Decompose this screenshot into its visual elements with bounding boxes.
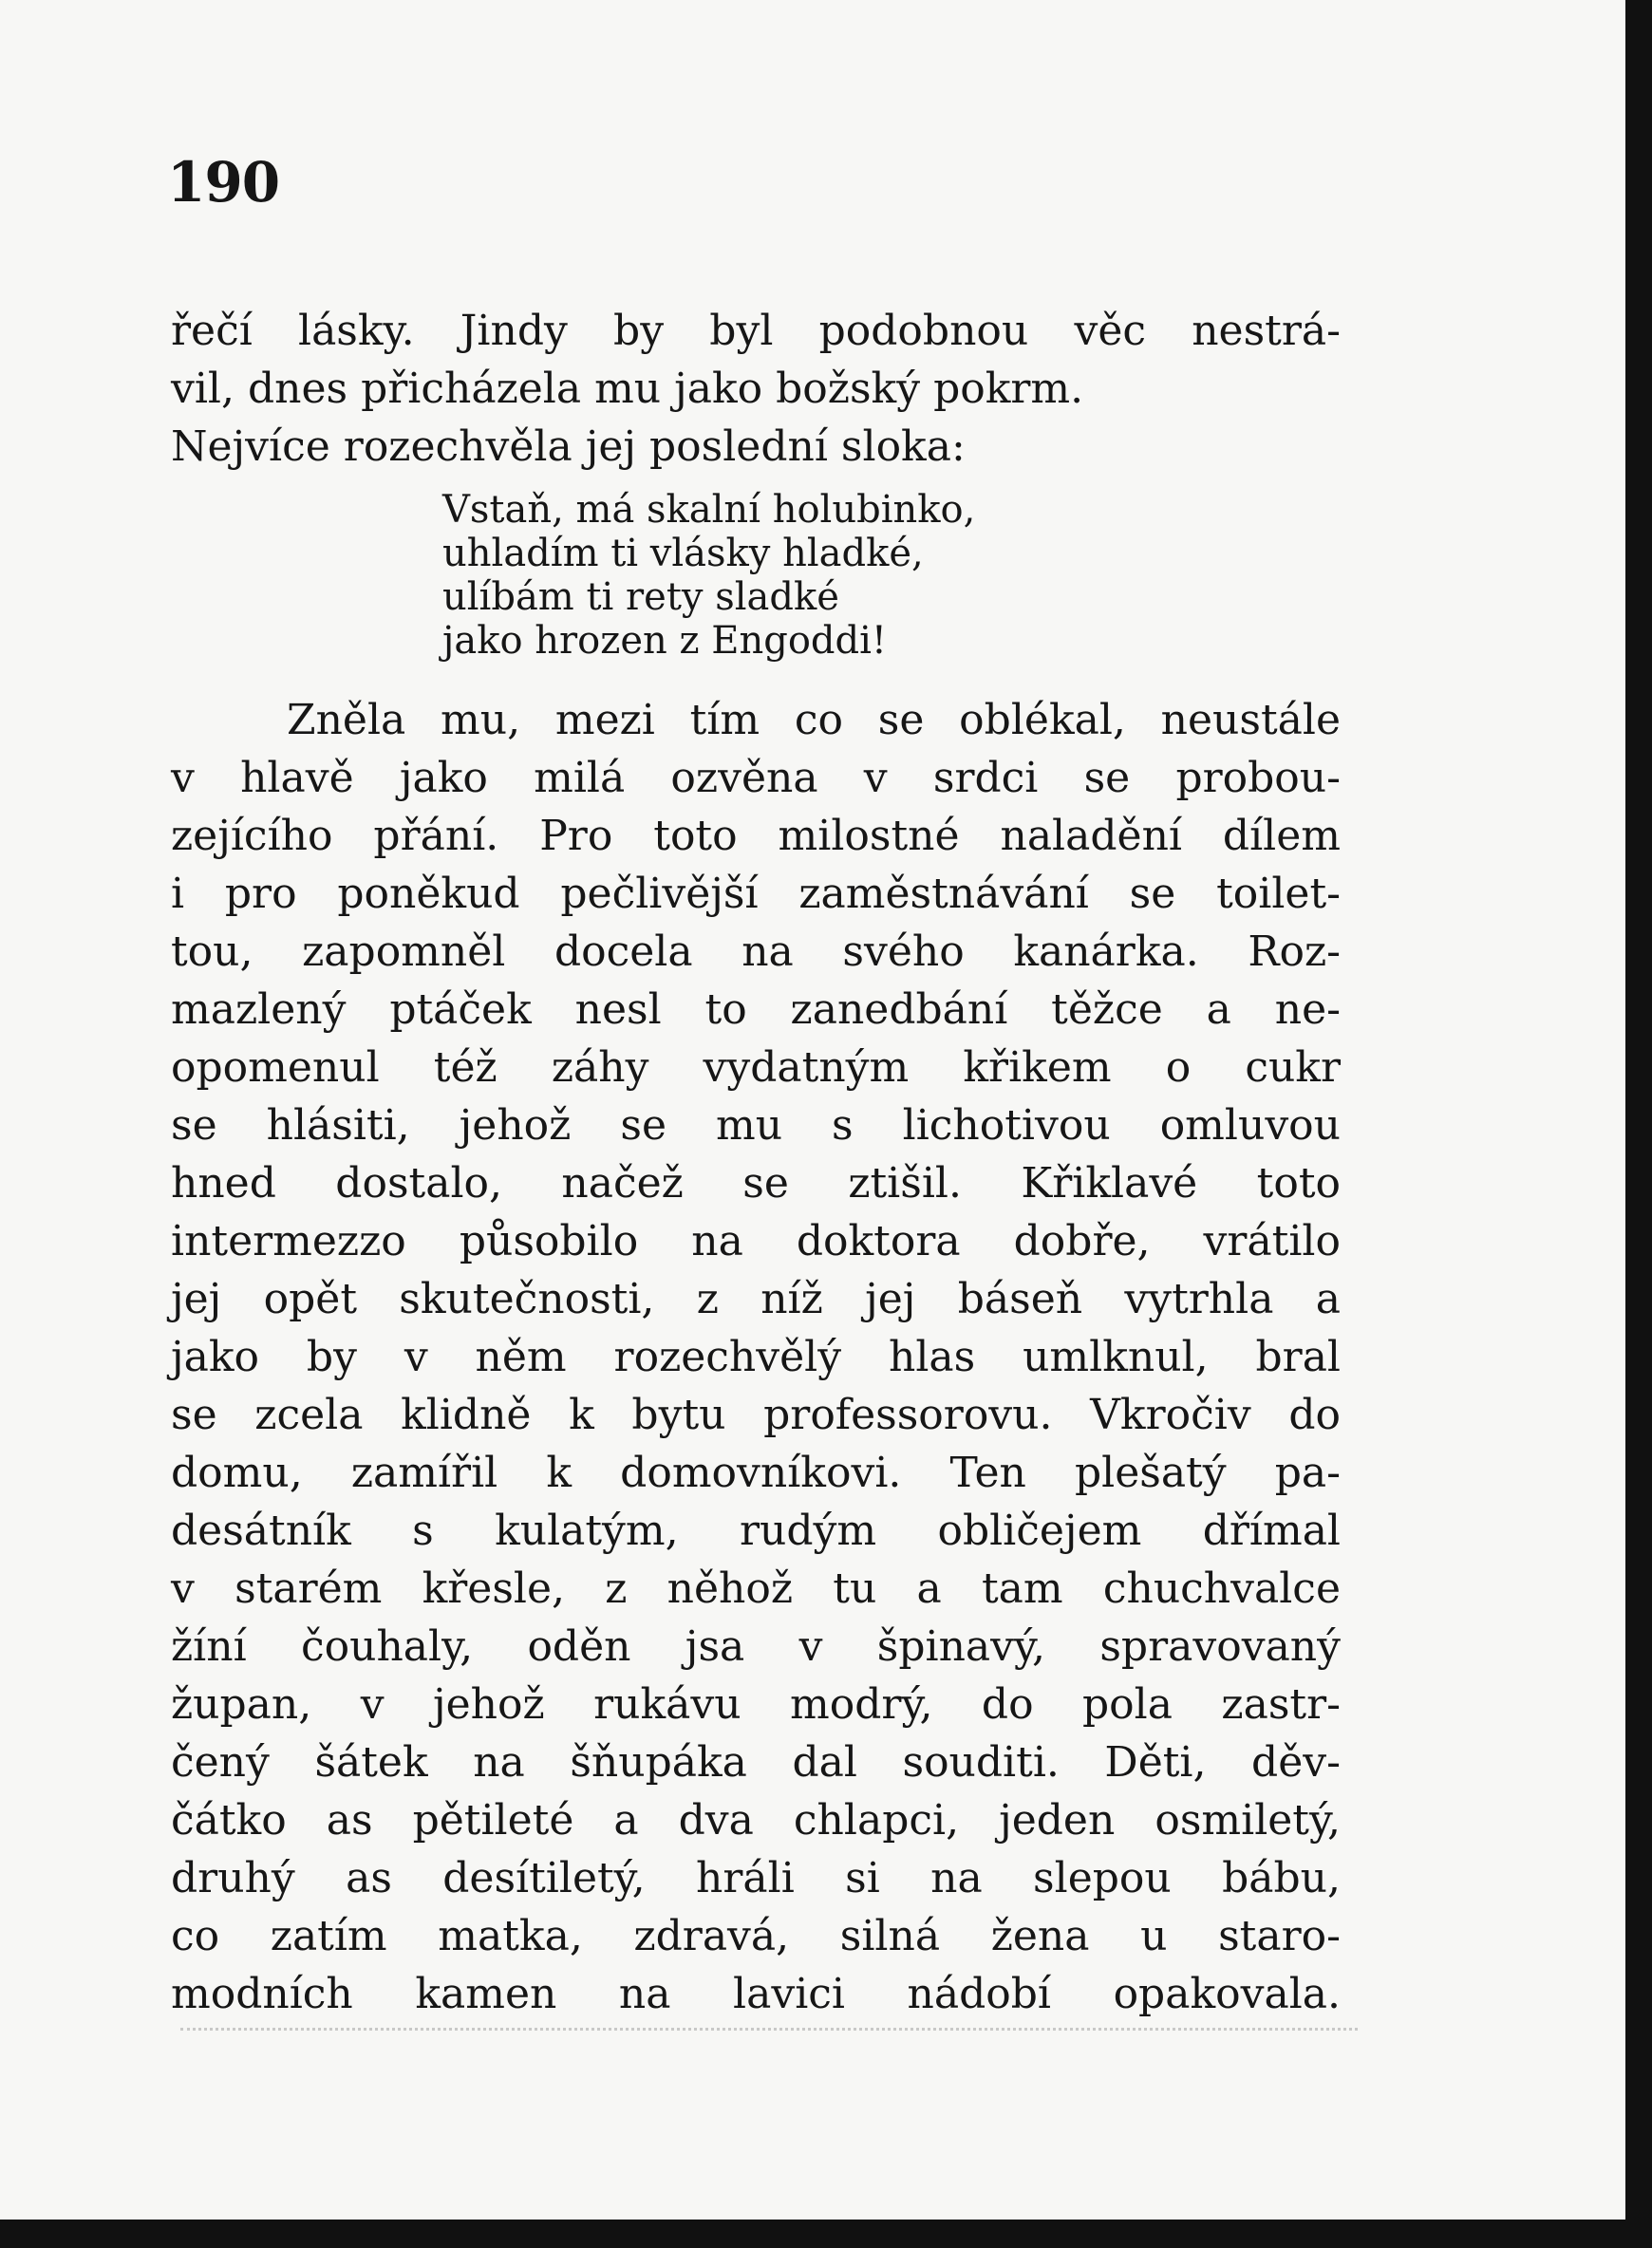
text-line: čátko as pětileté a dva chlapci, jeden osmiletý, [171, 1796, 1341, 1845]
text-line: intermezzo působilo na doktora dobře, vrátilo [171, 1217, 1341, 1265]
text-line: jako by v něm rozechvělý hlas umlknul, bral [171, 1333, 1341, 1381]
text-line: hned dostalo, načež se ztišil. Křiklavé toto [171, 1159, 1341, 1208]
scan-border-bottom [0, 2220, 1652, 2248]
text-line: zejícího přání. Pro toto milostné naladění dílem [171, 812, 1341, 860]
text-line: tou, zapomněl docela na svého kanárka. Roz- [171, 927, 1341, 976]
text-line: v starém křesle, z něhož tu a tam chuchvalce [171, 1564, 1341, 1613]
text-line: i pro poněkud pečlivější zaměstnávání se toilet- [171, 870, 1341, 918]
text-line: mazlený ptáček nesl to zanedbání těžce a ne- [171, 985, 1341, 1034]
text-line: druhý as desítiletý, hráli si na slepou bábu, [171, 1854, 1341, 1902]
text-line: domu, zamířil k domovníkovi. Ten plešatý pa- [171, 1449, 1341, 1497]
text-line: modních kamen na lavici nádobí opakovala. [171, 1970, 1341, 2018]
text-line: župan, v jehož rukávu modrý, do pola zastr- [171, 1680, 1341, 1729]
text-line: vil, dnes přicházela mu jako božský pokrm. [171, 365, 1084, 413]
poem-line: Vstaň, má skalní holubinko, [442, 488, 976, 532]
poem-line: uhladím ti vlásky hladké, [442, 532, 924, 575]
page-number: 190 [167, 150, 280, 215]
text-line: řečí lásky. Jindy by byl podobnou věc nestrá- [171, 307, 1341, 355]
scan-border-right [1625, 0, 1652, 2248]
scan-speckle-row [180, 2028, 1358, 2042]
main-paragraph [171, 691, 1341, 2023]
text-line: Zněla mu, mezi tím co se oblékal, neustále [287, 696, 1341, 744]
text-line: žíní čouhaly, oděn jsa v špinavý, spravovaný [171, 1622, 1341, 1671]
text-line: opomenul též záhy vydatným křikem o cukr [171, 1043, 1341, 1092]
text-line: jej opět skutečnosti, z níž jej báseň vytrhla a [171, 1275, 1341, 1323]
text-line: čený šátek na šňupáka dal souditi. Děti, děv- [171, 1738, 1341, 1787]
text-line: se zcela klidně k bytu professorovu. Vkročiv do [171, 1391, 1341, 1439]
intro-paragraph [171, 302, 1341, 476]
poem-line: ulíbám ti rety sladké [442, 575, 839, 619]
poem-stanza [442, 488, 975, 663]
text-line: v hlavě jako milá ozvěna v srdci se probou- [171, 754, 1341, 802]
poem-line: jako hrozen z Engoddi! [442, 619, 887, 663]
text-line: desátník s kulatým, rudým obličejem dřímal [171, 1507, 1341, 1555]
text-line: Nejvíce rozechvěla jej poslední sloka: [171, 422, 966, 471]
text-line: se hlásiti, jehož se mu s lichotivou omluvou [171, 1101, 1341, 1150]
text-line: co zatím matka, zdravá, silná žena u staro- [171, 1912, 1341, 1960]
